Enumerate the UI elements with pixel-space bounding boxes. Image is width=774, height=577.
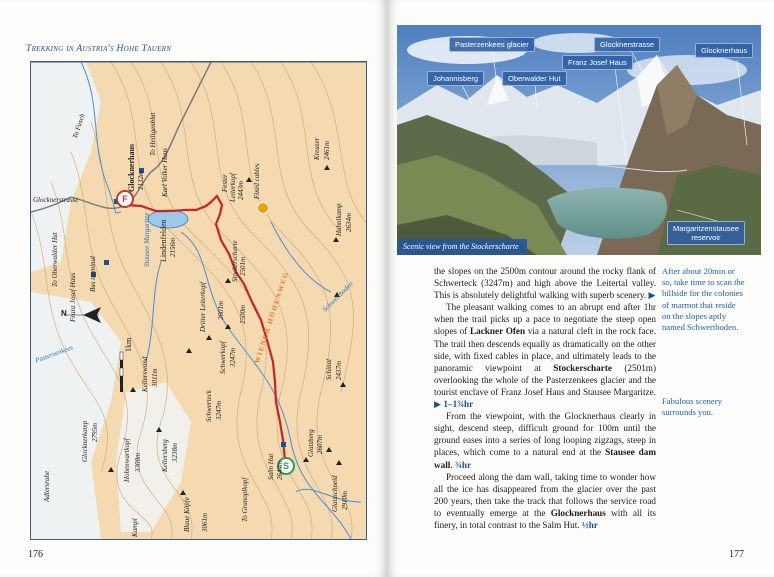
label-glatzberg: Glatzberg <box>307 429 315 457</box>
label-schwertboden: Schwertboden <box>321 279 355 314</box>
paragraph-4 <box>434 471 656 531</box>
label-glatzberg-alt: 2607m <box>316 434 324 454</box>
p4-time: ½hr <box>581 519 598 530</box>
label-dritter-leiterkopf: Dritter Leiterkopf <box>199 282 207 332</box>
label-lindenfelden: Lindenfelden <box>159 219 168 262</box>
finish-marker: F <box>116 190 134 208</box>
label-adlersruhe: Adlersruhe <box>43 470 51 502</box>
label-fester: Fester <box>221 174 229 192</box>
p3-time: ¾hr <box>454 459 472 470</box>
tag-glocknerhaus: Glocknerhaus <box>695 43 753 58</box>
label-to-heiligenblut: To Heiligenblut <box>149 112 157 156</box>
sidebar-note-scenery: Fabulous scenery surrounds you. <box>662 396 722 418</box>
label-karl-volker: Karl Volker Haus <box>161 148 169 197</box>
label-schwerteck-alt: 3247m <box>215 400 223 420</box>
start-marker: S <box>277 457 295 475</box>
label-kreuzer: Kreuzer <box>313 137 321 160</box>
p4-text-c: with all its finery, in total contrast to the Salm Hut. <box>434 507 657 530</box>
label-lindenfelden-alt: 2156m <box>169 237 177 257</box>
label-schinal: Schinal <box>325 359 333 380</box>
label-scale: 1km <box>124 337 133 352</box>
label-schinal-alt: 2437m <box>335 360 343 380</box>
margin-note-arrow-icon: ▶ <box>648 290 656 301</box>
p3-text-a: From the viewpoint, with the Glocknerhaus clearly in sight, descend steep, difficult ground for 100m until the ground eases into a series of long looping zigzags, steep in places, which come to a natural end at the <box>434 411 656 458</box>
tag-oberwalder: Oberwalder Hut <box>502 71 567 86</box>
label-franz-josef: Franz Josef Haus <box>69 272 77 322</box>
landscape-photo <box>397 25 761 255</box>
label-glocknerkamp: Glocknerkamp <box>81 420 89 462</box>
paragraph-2 <box>434 301 656 410</box>
route-map <box>30 61 367 540</box>
p4-place-glocknerhaus: Glocknerhaus <box>550 507 606 518</box>
label-kreuzer-alt: 2461m <box>323 140 331 160</box>
fixed-cables-marker <box>257 202 269 214</box>
label-bus-terminal: Bus terminal <box>89 256 97 292</box>
label-glocknerhaus: Glocknerhaus <box>127 143 136 192</box>
right-page <box>387 0 774 577</box>
p2-place-stockerscharte: Stockerscharte <box>553 362 612 373</box>
label-kellersberg-alt: 3238m <box>171 442 179 462</box>
label-glocknerkamp-alt: 2795m <box>91 422 99 442</box>
label-salm-hut: Salm Hut <box>267 453 275 480</box>
tag-glocknerstrasse: Glocknerstrasse <box>594 37 660 52</box>
label-kellerswand-alt: 3011m <box>151 368 159 387</box>
label-glocknerhaus-alt: 2132m <box>137 170 145 190</box>
sidebar-note-marmots: After about 20min or so, take time to scan the hillside for the colonies of marmot that reside on the slopes aptly named Schwertboden. <box>662 266 745 333</box>
tag-margaritze-line2: reservoir <box>691 233 721 242</box>
label-hahnlkamp-alt: 2634m <box>345 212 353 232</box>
label-stockerscharte: Stockerscharte <box>231 240 239 282</box>
page-number-left: 176 <box>28 549 43 560</box>
page-number-right: 177 <box>729 549 744 560</box>
tag-franz-josef: Franz Josef Haus <box>562 55 633 70</box>
label-glocknerstrasse: Glocknerstrasse <box>33 196 79 204</box>
p2-text-e: (2501m) overlooking the whole of the Pasterzenkees glacier and the tourist enclave of Franz Josef Haus and Stausee Margaritze. <box>434 362 657 397</box>
label-route-name: WIENER HÖHENWEG <box>253 270 291 365</box>
label-fixed-cables: Fixed cables <box>253 163 261 199</box>
label-dritter-alt: 2601m <box>217 300 225 320</box>
p3-place-dam: Stausee dam wall <box>434 447 656 470</box>
label-hohenwartkopf: Hohenwartkopf <box>123 438 131 482</box>
p2-place-lackner: Lackner Ofen <box>470 326 526 337</box>
tag-johannisberg: Johannisberg <box>427 71 484 86</box>
photo-caption: Scenic view from the Stockerscharte <box>397 239 527 255</box>
p2-time: 1–1¾hr <box>443 399 474 410</box>
label-glatzschneid-alt: 2910m <box>341 490 349 510</box>
label-blaue-alt: 3061m <box>201 512 209 532</box>
label-hahnlkamp: Hahnlkamp <box>335 203 343 236</box>
tag-pasterzenkees: Pasterzenkees glacier <box>449 37 535 52</box>
label-pasterzenkees: Pasterzenkees <box>34 343 75 365</box>
paragraph-3: From the viewpoint, with the Glocknerhaus clearly in sight, descend steep, difficult ground for 100m until the ground eases into a series of long looping zigzags, steep in places, which come to a natural end at the Stausee dam wall. ¾hr <box>434 411 656 470</box>
label-to-oberwalder: To Oberwalder Hut <box>51 232 59 287</box>
tag-margaritze <box>667 221 745 245</box>
label-schwerkopf-alt: 3247m <box>229 347 237 367</box>
label-blaue-kopfe: Blaue Köpfe <box>183 497 191 532</box>
p2-text-a: The pleasant walking comes to an abrupt end after 1hr when the trail picks up a pace to negotiate the steep open slopes of <box>434 302 656 337</box>
label-schwerkopf: Schwerkopf <box>219 341 227 374</box>
label-stausee: Stausee Margaritze <box>143 212 151 267</box>
label-leiterkopf-alt: 2443m <box>237 180 245 200</box>
tag-margaritze-line1: Margaritzenstausee <box>673 224 739 233</box>
label-to-granoplkopf: To Granoplkopf <box>241 477 249 522</box>
label-glatzschneid: Glatzschneid <box>331 475 339 512</box>
p4-text-a: Proceed along the dam wall, taking time to wonder how all the ice has disappeared from the glacier over the past 200 years, then take the track that follows the service road to eventually emerge at the <box>434 471 656 518</box>
label-kampl: Kampl <box>131 518 139 537</box>
p1-text: the slopes on the 2500m contour around the rocky flank of Schwerteck (3247m) and high above the Leitertal valley. This is absolutely delightful walking with superb scenery. <box>434 266 656 301</box>
label-stockerscharte-alt: 2501m <box>239 256 247 276</box>
body-text <box>434 265 656 531</box>
paragraph-1 <box>434 265 656 301</box>
label-to-fusch: To Fusch <box>71 112 87 140</box>
label-route-2500: 2500m <box>239 304 247 324</box>
label-north: N <box>61 309 67 318</box>
running-head: Trekking in Austria's Hohe Tauern <box>26 44 172 54</box>
label-hohenwartkopf-alt: 3308m <box>134 452 142 472</box>
p2-text-c: via a natural cleft in the rock face. The trail then descends equally as dramatically on the other side, with fixed cables in place, and ultimately leads to the panoramic viewpoint at <box>434 326 656 373</box>
label-salm-alt: 2644m <box>276 460 284 480</box>
label-kellerswand: Kellerswand <box>141 356 149 392</box>
label-leiterkopf: Leiterkopf <box>229 173 237 202</box>
label-kellersberg: Kellersberg <box>161 439 169 472</box>
margin-note-arrow-icon-2: ▶ <box>434 399 442 410</box>
label-schwerteck: Schwerteck <box>205 390 213 422</box>
